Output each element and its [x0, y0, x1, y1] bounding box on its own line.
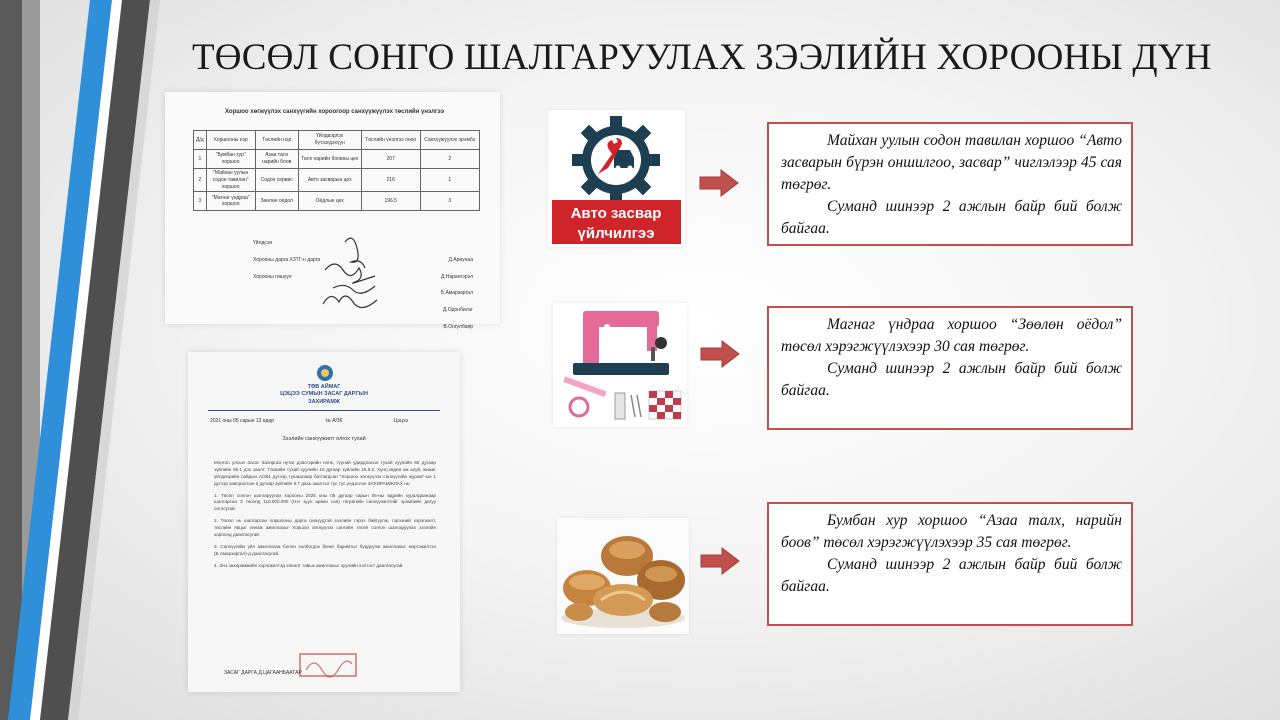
table-header-cell: Д/д [194, 131, 207, 150]
table-header-cell: Хоршооны нэр [206, 131, 255, 150]
table-cell: Оёдлын цех [298, 192, 361, 211]
decree-date-row [210, 418, 408, 425]
project-box-bakery [767, 502, 1133, 626]
table-cell: 2 [420, 150, 479, 169]
evaluation-heading: Хоршоо хөгжүүлэх санхүүгийн хороогоор санхүүжүүлэх төслийн үнэлгээ [225, 109, 445, 115]
decree-signature: ЗАСАГ ДАРГА Д.ЦАГААНБААТАР [224, 670, 302, 676]
table-cell: 2 [194, 169, 207, 192]
table-header-row [194, 131, 480, 150]
project-jobs-note: Суманд шинээр 2 ажлын байр бий болж байгаа. [781, 360, 1122, 399]
org-line-2: ЦЭЦЭЭ СУМЫН ЗАСАГ ДАРГЫН [280, 391, 368, 398]
table-cell: 196.5 [361, 192, 420, 211]
decree-paragraph: 2. Төсөл нь шалгарсан хоршооны дарга гишүүдтэй зээлийн гэрээ байгуулж, гэрээний хэрэгжилт, төслийн явцыг хянаж ажиллахыг Хоршоо хөгжүүлэх сангийн төсөл сонгон шалгаруулах зээлийн хороонд даалгасугай. [214, 518, 436, 538]
decree-header [188, 384, 460, 406]
header-divider [208, 410, 440, 411]
bread-pastries-image [557, 518, 689, 634]
table-cell: Азаа талх нарийн боов [255, 150, 298, 169]
table-header-cell: Төслийн үнэлгээ оноо [361, 131, 420, 150]
project-description: Бумбан хур хоршоо “Азаа талх, нарийн боов” төсөл хэрэгжүүлэхээр 35 сая төгрөг. [781, 512, 1122, 551]
soyombo-emblem-icon [316, 364, 334, 382]
bread-pastries-icon [557, 518, 689, 634]
decree-number: № А/36 [325, 418, 343, 424]
decree-subject: Зээлийн санхүүжилт олгох тухай [282, 436, 366, 442]
table-cell: 3 [194, 192, 207, 211]
project-jobs-note: Суманд шинээр 2 ажлын байр бий болж байгаа. [781, 556, 1122, 595]
sewing-machine-icon [553, 303, 687, 427]
decorative-side-stripes [0, 0, 180, 720]
table-header-cell: Санхүүжүүлэх эрэмбэ [420, 131, 479, 150]
approved-label: Үйлдсэн [253, 240, 273, 246]
slide-title: ТӨСӨЛ СОНГО ШАЛГАРУУЛАХ ЗЭЭЛИЙН ХОРООНЫ ДҮН [192, 37, 1212, 78]
signer-role: Хорооны дарга ХЗТГ-н дарга [253, 256, 321, 263]
table-cell: 3 [420, 192, 479, 211]
signer-name: Д.Ариунаа [448, 256, 473, 263]
right-arrow-icon [700, 340, 740, 368]
project-jobs-note: Суманд шинээр 2 ажлын байр бий болж байгаа. [781, 198, 1122, 237]
signer-name: Д.Нарангэрэл [440, 273, 473, 280]
decree-paragraph: 4. Энэ захирамжийн хэрэгжилтэд хяналт тавьж ажиллахыг хуулийн хэлтэст даалгасугай. [214, 562, 404, 568]
decree-place: Цэцээ [393, 418, 409, 424]
table-cell: "Магнаг үндраа" хоршоо [206, 192, 255, 211]
project-description: Майхан уулын содон тавилан хоршоо “Авто засварын бүрэн оншилгоо, засвар” чиглэлээр 45 сая төгрөг. [781, 132, 1122, 193]
table-cell: Талх нарийн боовны цех [298, 150, 361, 169]
decree-paragraph: 3. Санхүүгийн үйл ажиллагаа болон холбогдох бичиг баримтыг бүрдүүлж ажиллахыг мэргэжилтэн (Б.Амарзаргал)-д даалгасугай. [214, 543, 436, 556]
decree-document-scan [188, 352, 460, 692]
table-row [194, 192, 480, 211]
decree-paragraph: Монгол улсын Засаг Захиргаа нутаг дэвсгэрийн нэгж, түүний удирдлагын тухай хуулийн 66 дугаар зүйлийн 66.1 дэх заалт, Төсвийн тухай хуулийн 16 дугаар зүйлийн 16.5.2, Хунс,хөдөө аж ахуй, жижиг үйлдвэрийн сайдын А/361 дүгээр тушаалаар батлагдсан "Хоршоо хөгжүүлэх санхүүгийн журам"-ын 1 дүгээр хавсралтын 6 дугаар зүйлийн 6.7 дахь заалтыг тус тус үндэслэн ЗАХИРАМЖЛАХ нь: [214, 460, 436, 486]
table-cell: Зөөлөн оёдол [255, 192, 298, 211]
signer-name: Д.Одонбилэг [443, 307, 473, 313]
table-cell: "Майхан уулын содон тавилан" хоршоо [206, 169, 255, 192]
table-header-cell: Төслийн нэр [255, 131, 298, 150]
table-header-cell: Үйлдвэрлэх бүтээгдэхүүн [298, 131, 361, 150]
signer-role: Хорооны гишүүн [253, 273, 292, 280]
evaluation-document-scan [165, 92, 500, 330]
right-arrow-icon [699, 169, 739, 197]
right-arrow-icon [700, 547, 740, 575]
evaluation-table [193, 130, 480, 211]
handwritten-signature [315, 230, 395, 320]
decree-date: 2021 оны 05 сарын 13 өдөр [210, 418, 275, 424]
gear-car-wrench-icon [548, 110, 685, 247]
project-description: Магнаг үндраа хоршоо “Зөөлөн оёдол” төсөл хэрэгжүүлэхээр 30 сая төгрөг. [781, 316, 1122, 355]
table-cell: Авто засварын цех [298, 169, 361, 192]
decree-paragraph: 1. Төсөл сонгон шалгаруулах хорооны 2025 оны 05 дугаар сарын 05-ны өдрийн хуралдаанаар шалгарсан 3 төсөлд 110.000.000 (Нэг зуун арван сая) төгрөгийн санхүүжилтийг эрэмбийн дагуу олгосугай. [214, 492, 436, 512]
org-line-3: ЗАХИРАМЖ [308, 398, 340, 405]
decree-body [214, 460, 436, 575]
org-line-1: ТӨВ АЙМАГ [307, 384, 341, 390]
logo-line-2: үйлчилгээ [577, 225, 655, 242]
table-cell: 216 [361, 169, 420, 192]
signer-name: Б.Амарзаргал [440, 290, 473, 297]
auto-repair-logo [548, 110, 685, 247]
sewing-illustration [553, 303, 687, 427]
table-row [194, 169, 480, 192]
red-stamp [298, 652, 358, 678]
table-row [194, 150, 480, 169]
table-cell: "Бумбан хур" хоршоо [206, 150, 255, 169]
project-box-sewing [767, 306, 1133, 430]
project-box-auto-repair [767, 122, 1133, 246]
table-cell: Содон сервис [255, 169, 298, 192]
logo-line-1: Авто засвар [570, 205, 662, 222]
table-cell: 1 [194, 150, 207, 169]
table-cell: 1 [420, 169, 479, 192]
signer-name: В.Онгүлбаяр [443, 323, 473, 330]
table-cell: 207 [361, 150, 420, 169]
signer-row [253, 324, 473, 331]
